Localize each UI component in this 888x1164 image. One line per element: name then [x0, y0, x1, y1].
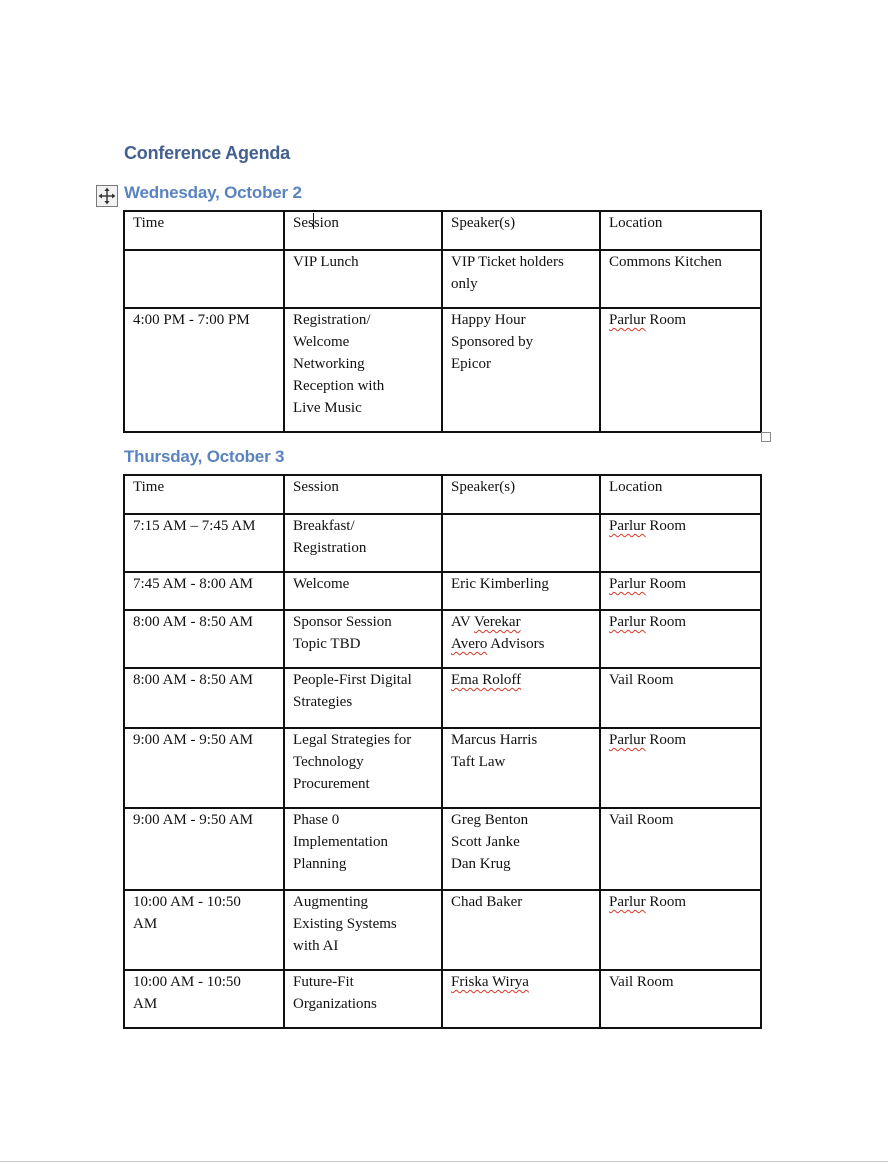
cell-session[interactable]: Breakfast/ Registration: [284, 514, 442, 572]
spelling-error-word[interactable]: Parlur: [609, 614, 646, 630]
cell-speaker[interactable]: Eric Kimberling: [442, 572, 600, 610]
wednesday-table: [123, 210, 762, 433]
cell-speaker[interactable]: Marcus Harris Taft Law: [442, 728, 600, 808]
table-header-row: [124, 475, 761, 514]
wednesday-heading: Wednesday, October 2: [124, 183, 302, 202]
cell-session[interactable]: Future-Fit Organizations: [284, 970, 442, 1028]
cell-session[interactable]: Sponsor Session Topic TBD: [284, 610, 442, 668]
cell-session[interactable]: Augmenting Existing Systems with AI: [284, 890, 442, 970]
spelling-error-word[interactable]: Parlur: [609, 312, 646, 328]
cell-location[interactable]: Vail Room: [600, 668, 761, 728]
spelling-error-word[interactable]: Parlur: [609, 518, 646, 534]
table-row: [124, 308, 761, 432]
table-row: [124, 890, 761, 970]
cell-time[interactable]: 9:00 AM - 9:50 AM: [124, 728, 284, 808]
cell-time[interactable]: 9:00 AM - 9:50 AM: [124, 808, 284, 890]
table-row: [124, 728, 761, 808]
table-row: [124, 668, 761, 728]
spelling-error-word[interactable]: Parlur: [609, 732, 646, 748]
cell-speaker[interactable]: Chad Baker: [442, 890, 600, 970]
cell-session[interactable]: VIP Lunch: [284, 250, 442, 308]
cell-speaker[interactable]: [442, 668, 600, 728]
spelling-error-word[interactable]: Ema Roloff: [451, 672, 522, 688]
spelling-error-word[interactable]: Avero: [451, 636, 488, 652]
cell-time[interactable]: [124, 250, 284, 308]
cell-time[interactable]: 7:45 AM - 8:00 AM: [124, 572, 284, 610]
header-location[interactable]: Location: [600, 211, 761, 250]
header-session[interactable]: Session: [284, 475, 442, 514]
cell-time[interactable]: 10:00 AM - 10:50 AM: [124, 890, 284, 970]
page-edge: [0, 1161, 888, 1162]
table-row: [124, 808, 761, 890]
cell-location[interactable]: Parlur Room: [600, 610, 761, 668]
cell-location[interactable]: Parlur Room: [600, 514, 761, 572]
cell-time[interactable]: 8:00 AM - 8:50 AM: [124, 610, 284, 668]
cell-location[interactable]: Parlur Room: [600, 890, 761, 970]
cell-location[interactable]: Parlur Room: [600, 728, 761, 808]
header-time[interactable]: Time: [124, 211, 284, 250]
table-resize-handle[interactable]: [761, 432, 771, 442]
spelling-error-word[interactable]: Verekar: [473, 614, 521, 630]
document-title: Conference Agenda: [124, 143, 290, 163]
cell-time[interactable]: 10:00 AM - 10:50 AM: [124, 970, 284, 1028]
cell-session[interactable]: Registration/ Welcome Networking Reception with Live Music: [284, 308, 442, 432]
table-row: [124, 572, 761, 610]
header-speakers[interactable]: Speaker(s): [442, 475, 600, 514]
cell-location[interactable]: Commons Kitchen: [600, 250, 761, 308]
table-row: [124, 514, 761, 572]
header-session[interactable]: Session: [284, 211, 442, 250]
spelling-error-word[interactable]: Friska Wirya: [451, 974, 529, 990]
cell-speaker[interactable]: VIP Ticket holders only: [442, 250, 600, 308]
move-arrows-icon: [97, 186, 117, 206]
cell-session[interactable]: Legal Strategies for Technology Procurement: [284, 728, 442, 808]
table-move-handle[interactable]: [96, 185, 118, 207]
table-row: [124, 250, 761, 308]
cell-session[interactable]: Phase 0 Implementation Planning: [284, 808, 442, 890]
cell-speaker[interactable]: [442, 514, 600, 572]
table-row: [124, 970, 761, 1028]
header-location[interactable]: Location: [600, 475, 761, 514]
cell-location[interactable]: Parlur Room: [600, 572, 761, 610]
cell-speaker[interactable]: Greg Benton Scott Janke Dan Krug: [442, 808, 600, 890]
cell-location[interactable]: Vail Room: [600, 970, 761, 1028]
cell-time[interactable]: 7:15 AM – 7:45 AM: [124, 514, 284, 572]
spelling-error-word[interactable]: Parlur: [609, 894, 646, 910]
cell-location[interactable]: Parlur Room: [600, 308, 761, 432]
header-time[interactable]: Time: [124, 475, 284, 514]
cell-session[interactable]: People-First Digital Strategies: [284, 668, 442, 728]
cell-speaker[interactable]: Happy Hour Sponsored by Epicor: [442, 308, 600, 432]
table-row: [124, 610, 761, 668]
cell-location[interactable]: Vail Room: [600, 808, 761, 890]
cell-speaker[interactable]: AV Verekar Avero Advisors: [442, 610, 600, 668]
cell-session[interactable]: Welcome: [284, 572, 442, 610]
cell-time[interactable]: 8:00 AM - 8:50 AM: [124, 668, 284, 728]
thursday-heading: Thursday, October 3: [124, 447, 285, 466]
cell-speaker[interactable]: [442, 970, 600, 1028]
spelling-error-word[interactable]: Parlur: [609, 576, 646, 592]
cell-time[interactable]: 4:00 PM - 7:00 PM: [124, 308, 284, 432]
table-header-row: [124, 211, 761, 250]
thursday-table: [123, 474, 762, 1029]
header-speakers[interactable]: Speaker(s): [442, 211, 600, 250]
